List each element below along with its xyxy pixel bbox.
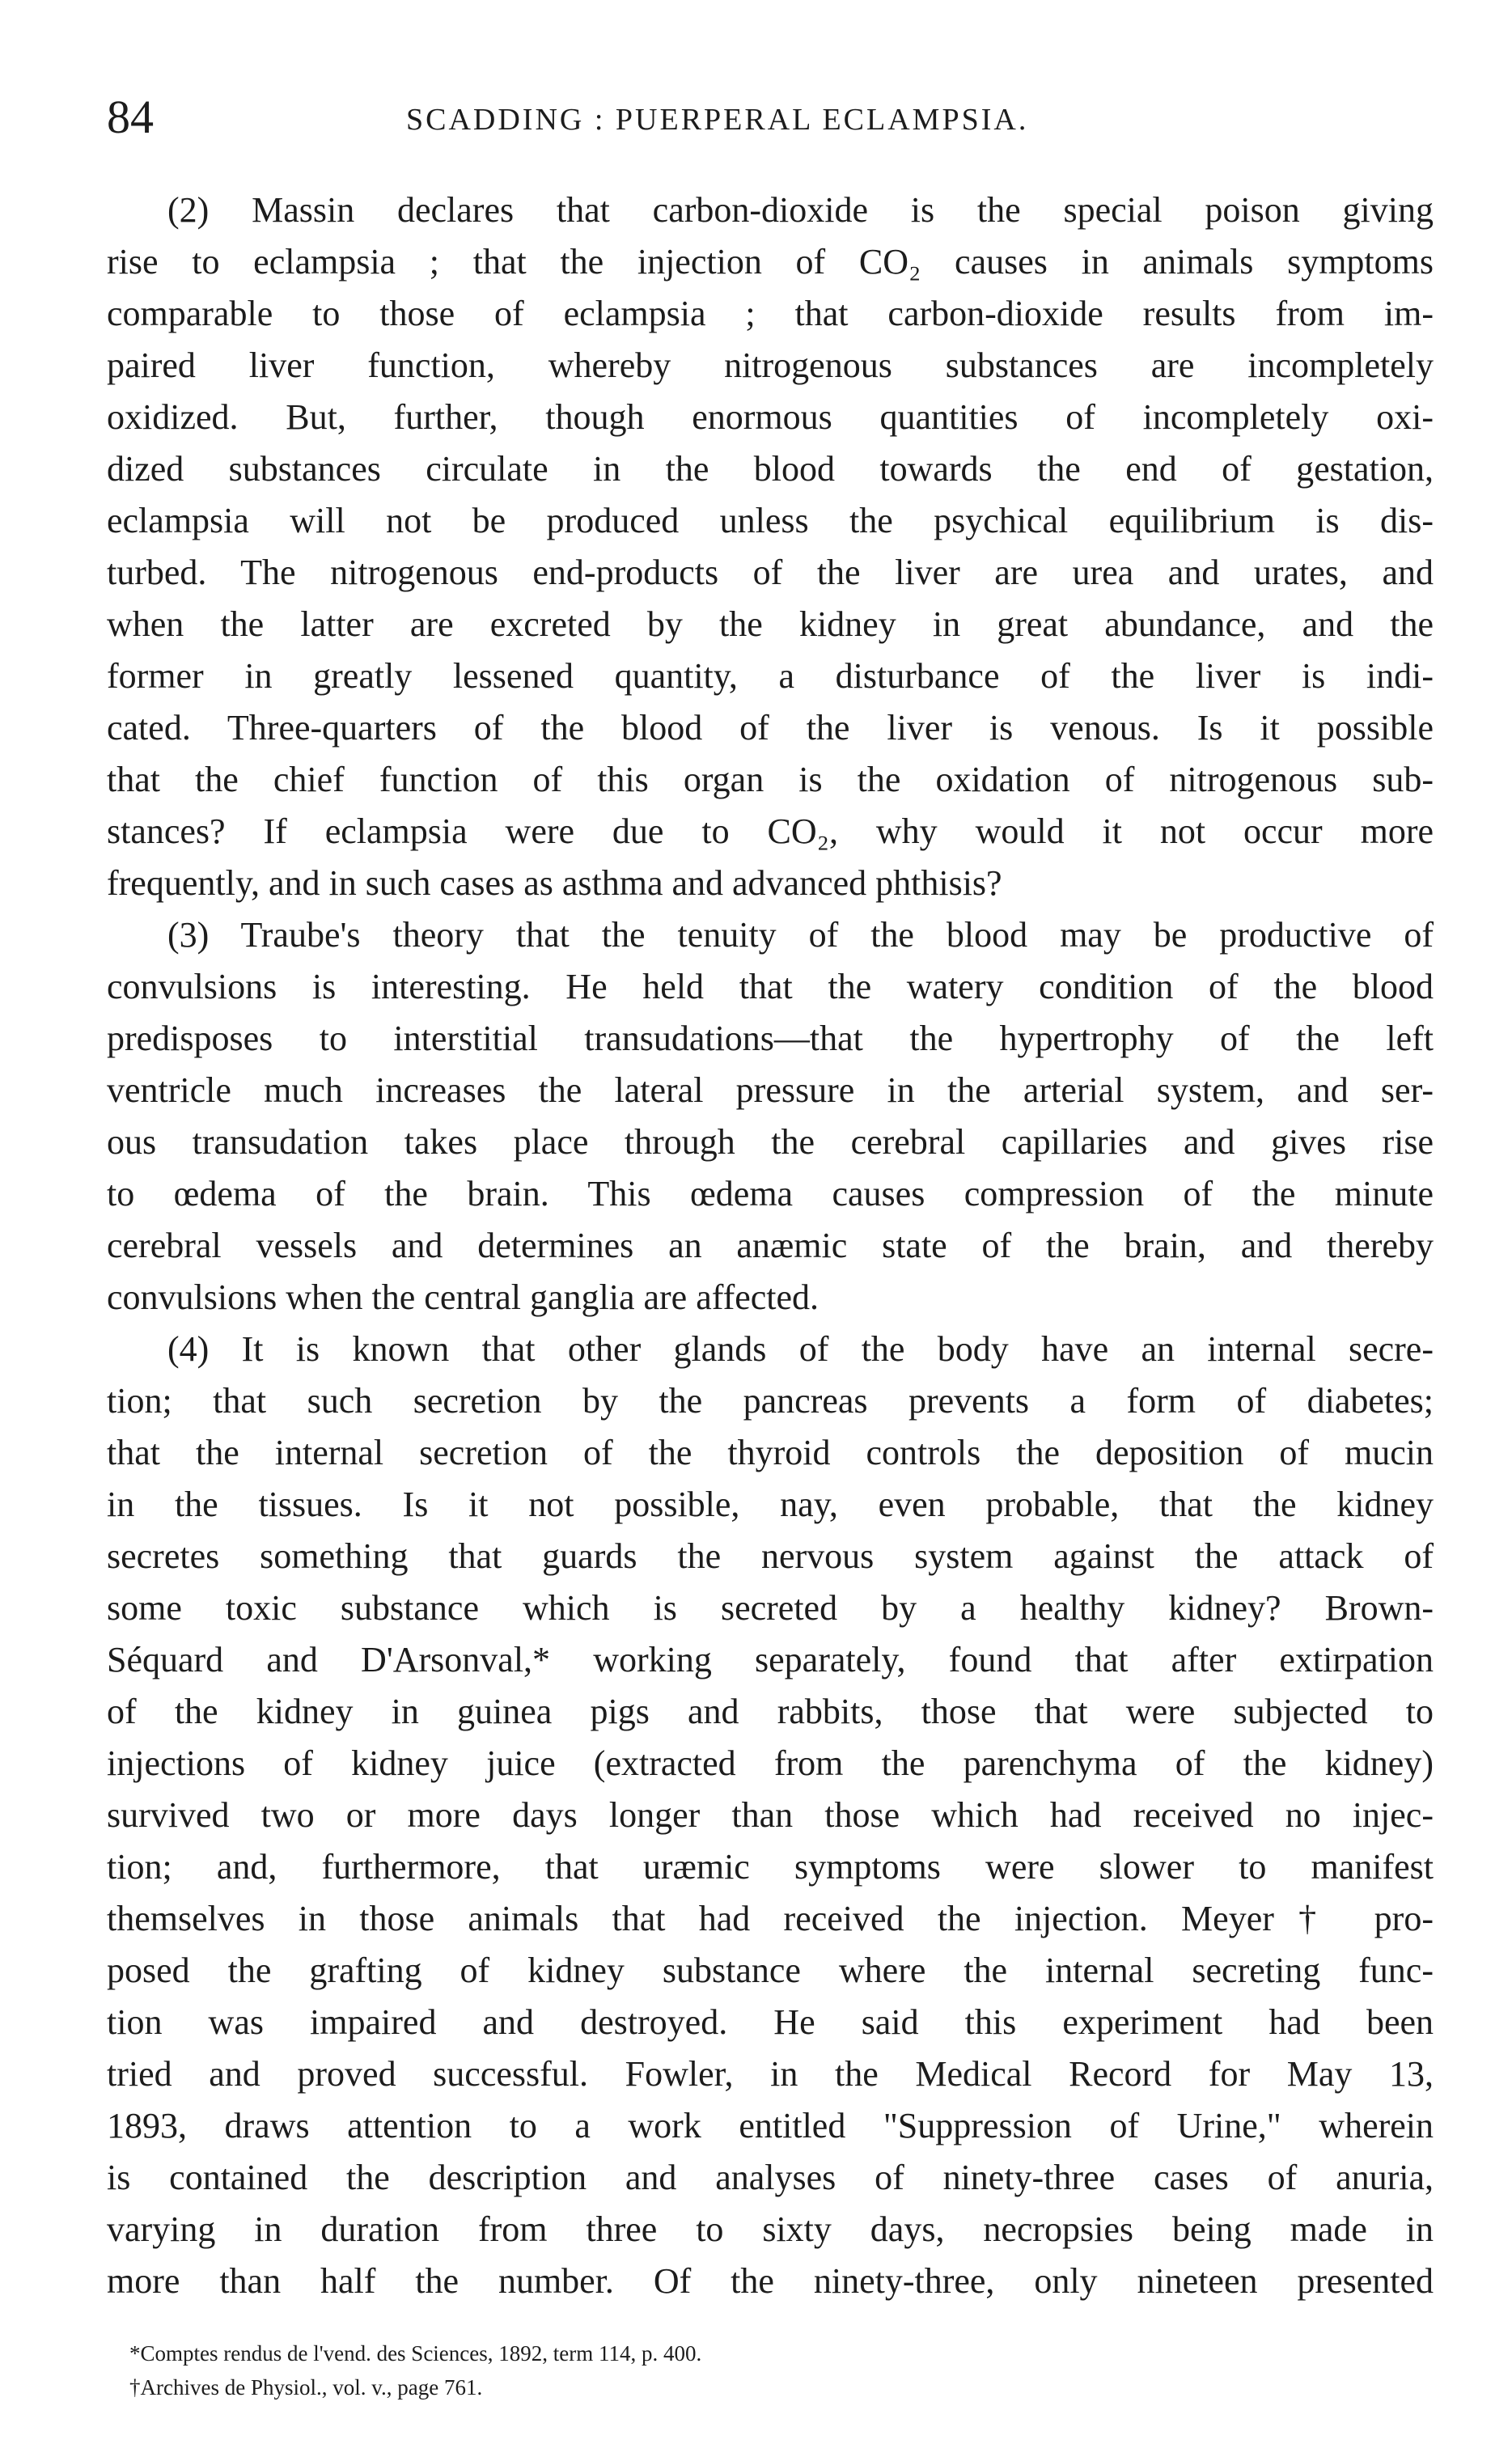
text-line: that the chief function of this organ is the oxidation of nitrogenous sub- (107, 760, 1434, 799)
text-line: rise to eclampsia ; that the injection of CO₂ causes in animals symptoms (107, 242, 1434, 282)
footnote: *Comptes rendus de l'vend. des Sciences, 1892, term 114, p. 400. (129, 2341, 702, 2366)
text-line: survived two or more days longer than those which had received no injec- (107, 1795, 1434, 1835)
text-line: cerebral vessels and determines an anæmic state of the brain, and thereby (107, 1226, 1434, 1265)
footnote: †Archives de Physiol., vol. v., page 761. (129, 2375, 483, 2400)
text-line: convulsions when the central ganglia are affected. (107, 1277, 820, 1317)
text-line: more than half the number. Of the ninety-three, only nineteen presented (107, 2261, 1434, 2301)
text-line: varying in duration from three to sixty days, necropsies being made in (107, 2209, 1434, 2249)
running-head: SCADDING : PUERPERAL ECLAMPSIA. (406, 103, 1029, 137)
text-line: Séquard and D'Arsonval,* working separately, found that after extirpation (107, 1640, 1434, 1679)
text-line: stances? If eclampsia were due to CO₂, why would it not occur more (107, 811, 1434, 851)
text-line: that the internal secretion of the thyroid controls the deposition of mucin (107, 1433, 1434, 1472)
text-line: to œdema of the brain. This œdema causes compression of the minute (107, 1174, 1434, 1214)
text-line: tion was impaired and destroyed. He said this experiment had been (107, 2002, 1434, 2042)
text-line: oxidized. But, further, though enormous quantities of incompletely oxi- (107, 397, 1434, 437)
text-line: dized substances circulate in the blood towards the end of gestation, (107, 449, 1434, 489)
text-line: tried and proved successful. Fowler, in the Medical Record for May 13, (107, 2054, 1434, 2094)
text-line: (4) It is known that other glands of the body have an internal secre- (167, 1329, 1434, 1369)
page-number: 84 (107, 91, 154, 143)
text-line: predisposes to interstitial transudations—that the hypertrophy of the left (107, 1019, 1434, 1058)
text-line: tion; that such secretion by the pancreas prevents a form of diabetes; (107, 1381, 1434, 1421)
text-line: eclampsia will not be produced unless the psychical equilibrium is dis- (107, 501, 1434, 540)
text-line: when the latter are excreted by the kidney in great abundance, and the (107, 604, 1434, 644)
text-line: cated. Three-quarters of the blood of the liver is venous. Is it possible (107, 708, 1434, 748)
text-line: injections of kidney juice (extracted from the parenchyma of the kidney) (107, 1743, 1434, 1783)
text-line: themselves in those animals that had received the injection. Meyer† pro- (107, 1899, 1434, 1938)
text-line: (2) Massin declares that carbon-dioxide is the special poison giving (167, 190, 1434, 230)
text-line: turbed. The nitrogenous end-products of the liver are urea and urates, and (107, 553, 1434, 592)
text-line: convulsions is interesting. He held that the watery condition of the blood (107, 967, 1434, 1006)
body-text (107, 184, 1434, 2307)
text-line: tion; and, furthermore, that uræmic symptoms were slower to manifest (107, 1847, 1434, 1887)
text-line: 1893, draws attention to a work entitled "Suppression of Urine," wherein (107, 2106, 1434, 2145)
text-line: of the kidney in guinea pigs and rabbits, those that were subjected to (107, 1692, 1434, 1731)
text-line: comparable to those of eclampsia ; that carbon-dioxide results from im- (107, 294, 1434, 333)
footnotes (129, 2336, 1181, 2404)
text-line: former in greatly lessened quantity, a disturbance of the liver is indi- (107, 656, 1434, 696)
text-line: ventricle much increases the lateral pressure in the arterial system, and ser- (107, 1070, 1434, 1110)
text-line: some toxic substance which is secreted by a healthy kidney? Brown- (107, 1588, 1434, 1628)
text-line: is contained the description and analyses of ninety-three cases of anuria, (107, 2158, 1434, 2197)
text-line: ous transudation takes place through the cerebral capillaries and gives rise (107, 1122, 1434, 1162)
text-line: frequently, and in such cases as asthma and advanced phthisis? (107, 863, 1002, 903)
text-line: posed the grafting of kidney substance where the internal secreting func- (107, 1951, 1434, 1990)
text-line: in the tissues. Is it not possible, nay, even probable, that the kidney (107, 1485, 1434, 1524)
text-line: (3) Traube's theory that the tenuity of the blood may be productive of (167, 915, 1434, 955)
text-line: secretes something that guards the nervous system against the attack of (107, 1536, 1434, 1576)
text-line: paired liver function, whereby nitrogenous substances are incompletely (107, 345, 1434, 385)
page-header (107, 89, 1434, 154)
